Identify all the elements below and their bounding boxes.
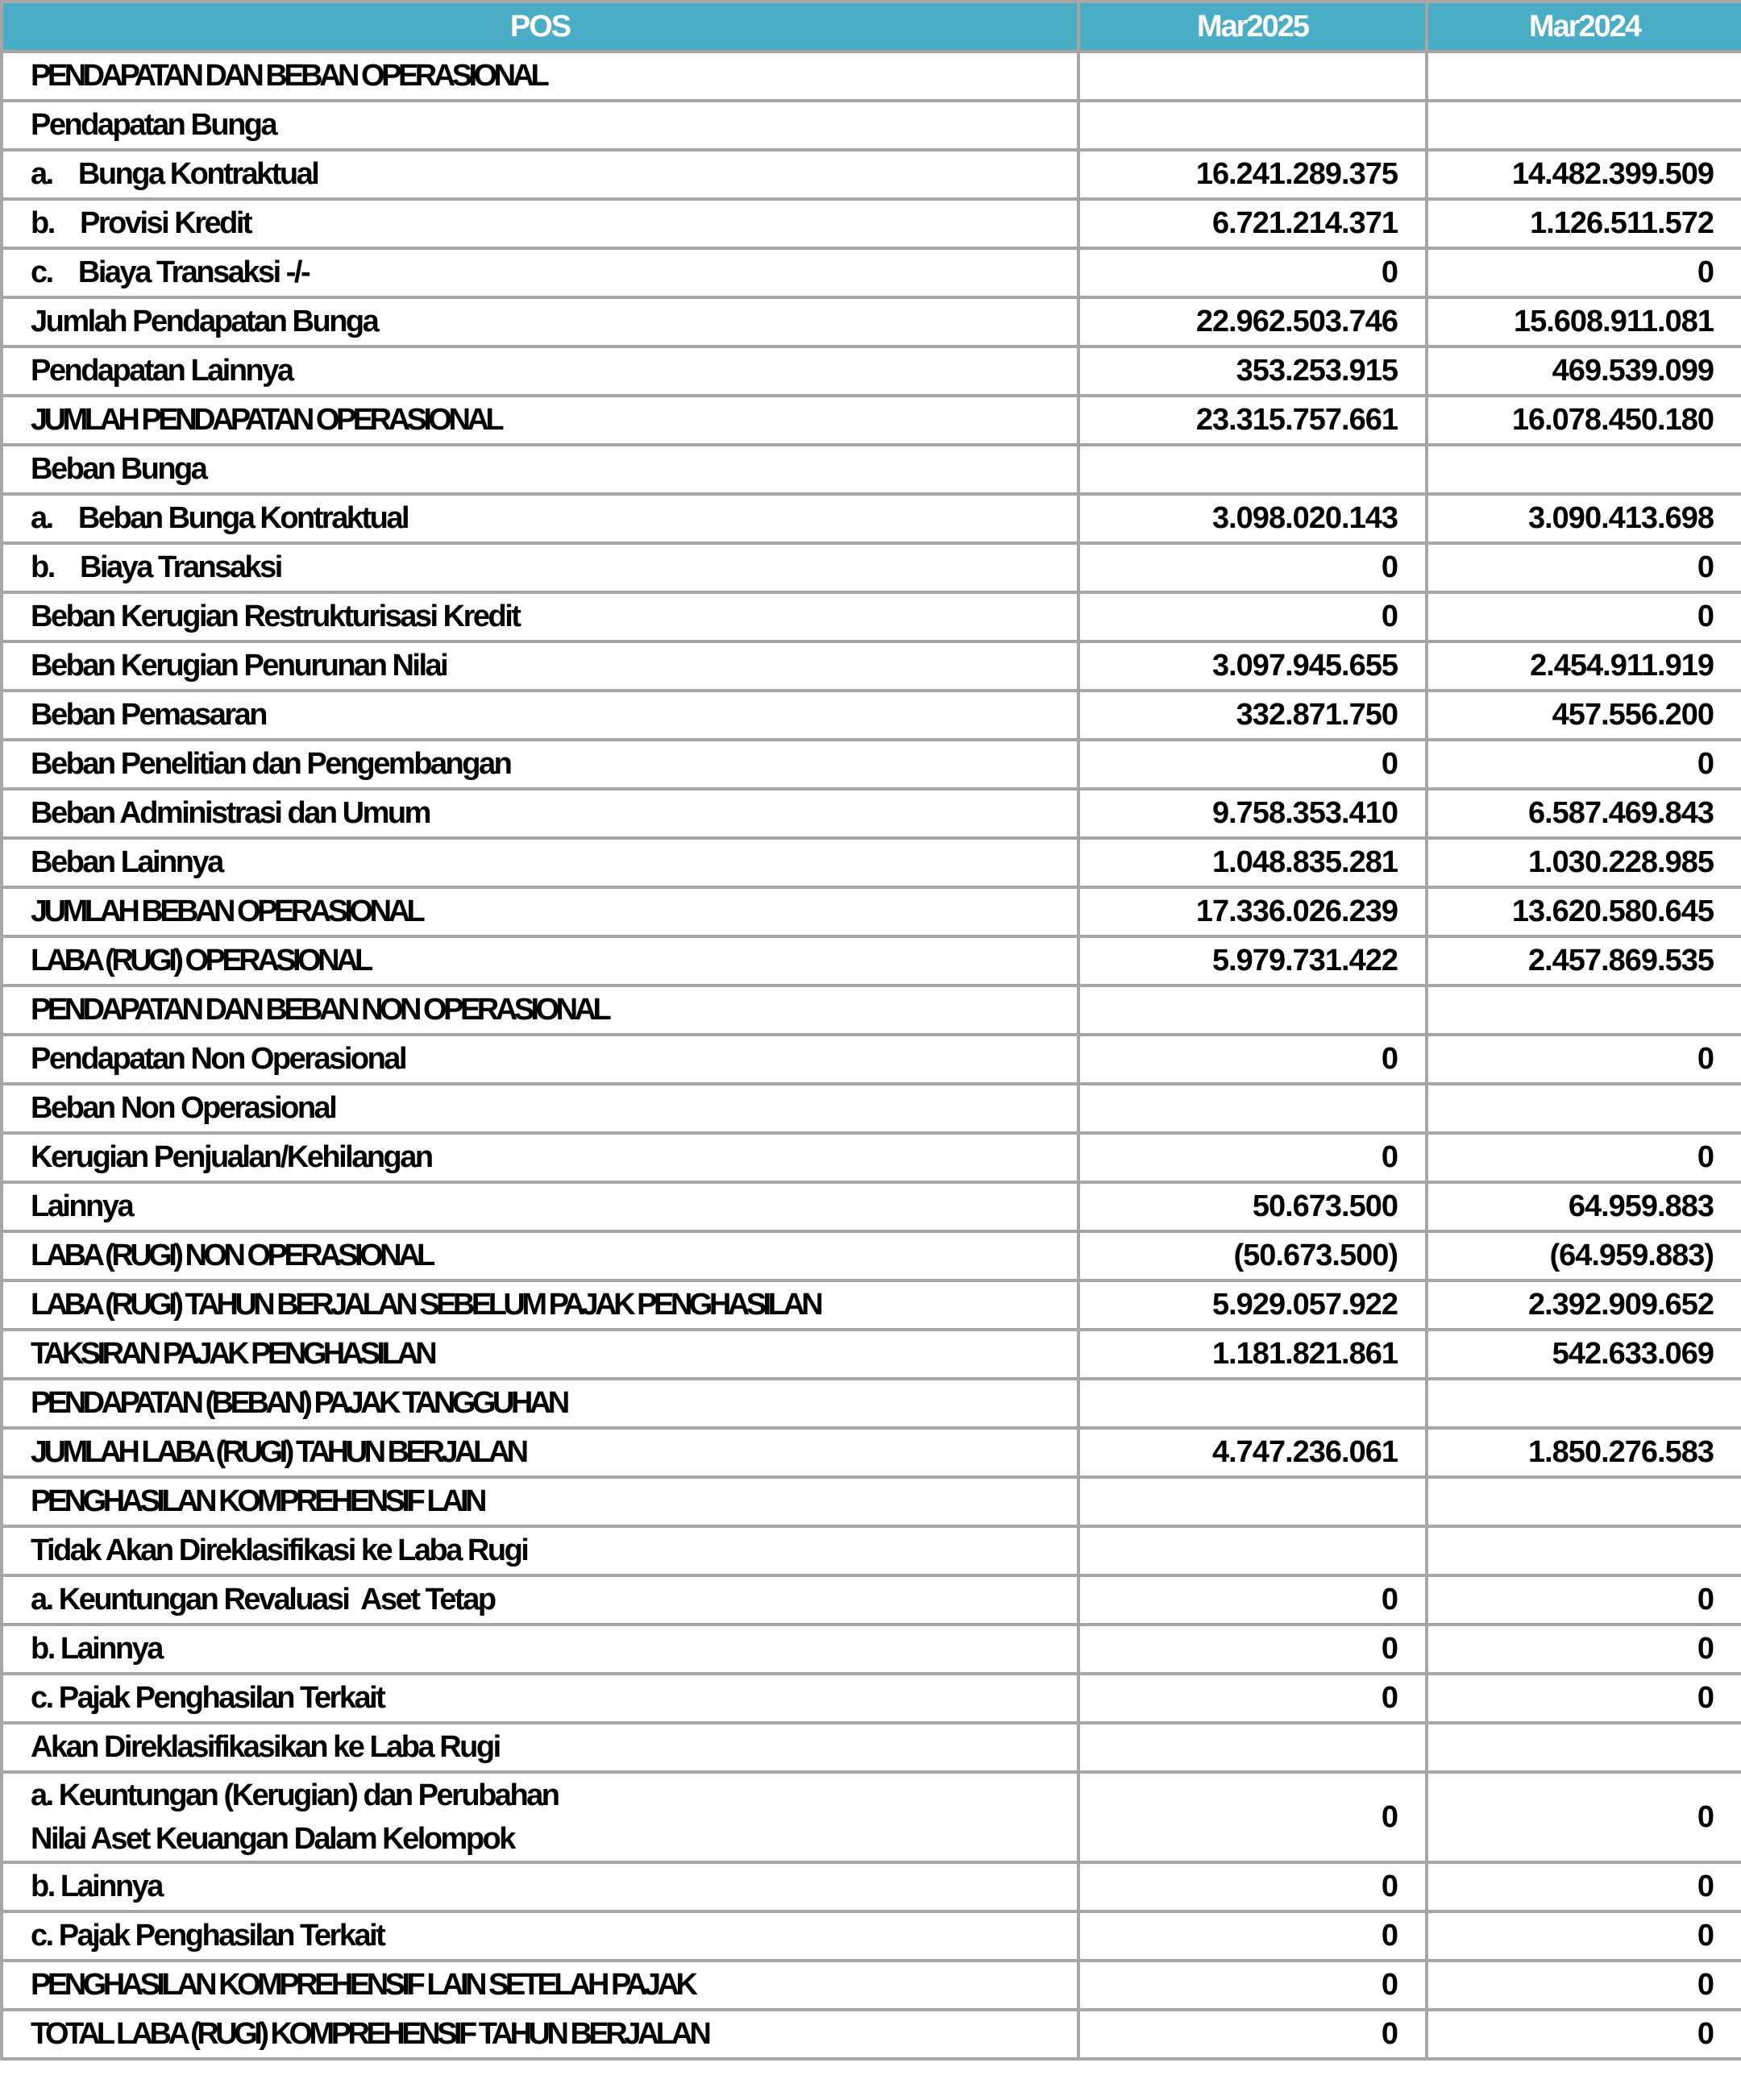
- value-mar-2024: 0: [1427, 1772, 1741, 1862]
- table-row: [2, 1428, 1741, 1477]
- value-mar-2024: 1.126.511.572: [1427, 199, 1741, 248]
- table-row: [2, 101, 1741, 150]
- row-label: JUMLAH PENDAPATAN OPERASIONAL: [2, 396, 1078, 445]
- row-label: b. Lainnya: [2, 1862, 1078, 1911]
- header-pos: POS: [2, 2, 1078, 52]
- value-mar-2024: 0: [1427, 1035, 1741, 1084]
- value-mar-2024: 0: [1427, 1133, 1741, 1182]
- value-mar-2025: 0: [1078, 1961, 1427, 2010]
- row-label: Lainnya: [2, 1182, 1078, 1231]
- row-label: LABA (RUGI) NON OPERASIONAL: [2, 1231, 1078, 1280]
- table-row: [2, 1625, 1741, 1674]
- value-mar-2025: 17.336.026.239: [1078, 887, 1427, 936]
- table-row: [2, 1526, 1741, 1575]
- value-mar-2025: 16.241.289.375: [1078, 150, 1427, 199]
- value-mar-2024: [1427, 1084, 1741, 1133]
- table-row: [2, 543, 1741, 592]
- table-row: [2, 1862, 1741, 1911]
- table-row: [2, 297, 1741, 347]
- row-label: Pendapatan Bunga: [2, 101, 1078, 150]
- table-header-row: [2, 2, 1741, 52]
- value-mar-2025: 3.097.945.655: [1078, 641, 1427, 691]
- value-mar-2025: 0: [1078, 1862, 1427, 1911]
- value-mar-2025: 5.979.731.422: [1078, 936, 1427, 986]
- table-row: [2, 347, 1741, 396]
- table-row: [2, 1477, 1741, 1526]
- table-row: [2, 691, 1741, 740]
- table-row: [2, 396, 1741, 445]
- table-row: [2, 1133, 1741, 1182]
- value-mar-2025: [1078, 1477, 1427, 1526]
- value-mar-2024: 2.392.909.652: [1427, 1280, 1741, 1330]
- table-row: [2, 2010, 1741, 2059]
- value-mar-2025: 9.758.353.410: [1078, 789, 1427, 838]
- value-mar-2024: 1.850.276.583: [1427, 1428, 1741, 1477]
- row-label: Akan Direklasifikasikan ke Laba Rugi: [2, 1723, 1078, 1772]
- table-row: [2, 1231, 1741, 1280]
- value-mar-2024: 0: [1427, 740, 1741, 789]
- value-mar-2024: 0: [1427, 543, 1741, 592]
- value-mar-2025: [1078, 52, 1427, 101]
- value-mar-2024: 0: [1427, 1625, 1741, 1674]
- table-row: [2, 986, 1741, 1035]
- value-mar-2024: 16.078.450.180: [1427, 396, 1741, 445]
- value-mar-2025: [1078, 101, 1427, 150]
- value-mar-2025: 3.098.020.143: [1078, 494, 1427, 543]
- row-label: a. Bunga Kontraktual: [2, 150, 1078, 199]
- row-label: Pendapatan Non Operasional: [2, 1035, 1078, 1084]
- row-label: c. Biaya Transaksi -/-: [2, 248, 1078, 297]
- value-mar-2024: [1427, 1477, 1741, 1526]
- table-row: [2, 789, 1741, 838]
- value-mar-2025: 1.048.835.281: [1078, 838, 1427, 887]
- row-label: PENDAPATAN DAN BEBAN NON OPERASIONAL: [2, 986, 1078, 1035]
- value-mar-2024: 6.587.469.843: [1427, 789, 1741, 838]
- value-mar-2025: 0: [1078, 1674, 1427, 1723]
- row-label: PENGHASILAN KOMPREHENSIF LAIN: [2, 1477, 1078, 1526]
- row-label: b. Biaya Transaksi: [2, 543, 1078, 592]
- value-mar-2025: 0: [1078, 1911, 1427, 1961]
- value-mar-2025: 0: [1078, 740, 1427, 789]
- value-mar-2024: 3.090.413.698: [1427, 494, 1741, 543]
- row-label: TAKSIRAN PAJAK PENGHASILAN: [2, 1330, 1078, 1379]
- row-label: Beban Non Operasional: [2, 1084, 1078, 1133]
- table-row: [2, 199, 1741, 248]
- header-mar-2024: Mar2024: [1427, 2, 1741, 52]
- table-row: [2, 150, 1741, 199]
- value-mar-2025: 0: [1078, 1772, 1427, 1862]
- row-label: c. Pajak Penghasilan Terkait: [2, 1911, 1078, 1961]
- value-mar-2025: 0: [1078, 1035, 1427, 1084]
- header-mar-2025: Mar2025: [1078, 2, 1427, 52]
- row-label: Beban Penelitian dan Pengembangan: [2, 740, 1078, 789]
- table-row: [2, 1280, 1741, 1330]
- value-mar-2025: 353.253.915: [1078, 347, 1427, 396]
- row-label: b. Lainnya: [2, 1625, 1078, 1674]
- table-row: [2, 1911, 1741, 1961]
- row-label: Beban Kerugian Restrukturisasi Kredit: [2, 592, 1078, 641]
- row-label: Beban Pemasaran: [2, 691, 1078, 740]
- value-mar-2024: 0: [1427, 1961, 1741, 2010]
- table-row: [2, 248, 1741, 297]
- value-mar-2024: 0: [1427, 2010, 1741, 2059]
- row-label: Beban Administrasi dan Umum: [2, 789, 1078, 838]
- value-mar-2025: 22.962.503.746: [1078, 297, 1427, 347]
- table-row: [2, 740, 1741, 789]
- value-mar-2024: 0: [1427, 592, 1741, 641]
- value-mar-2024: [1427, 986, 1741, 1035]
- table-row: [2, 838, 1741, 887]
- table-row: [2, 1035, 1741, 1084]
- table-row: [2, 887, 1741, 936]
- value-mar-2024: 0: [1427, 248, 1741, 297]
- row-label: PENDAPATAN DAN BEBAN OPERASIONAL: [2, 52, 1078, 101]
- value-mar-2025: 4.747.236.061: [1078, 1428, 1427, 1477]
- value-mar-2024: [1427, 1723, 1741, 1772]
- row-label: Pendapatan Lainnya: [2, 347, 1078, 396]
- value-mar-2025: 0: [1078, 248, 1427, 297]
- table-row: [2, 1723, 1741, 1772]
- value-mar-2024: 64.959.883: [1427, 1182, 1741, 1231]
- table-row: [2, 1379, 1741, 1428]
- value-mar-2024: 0: [1427, 1575, 1741, 1625]
- value-mar-2025: 50.673.500: [1078, 1182, 1427, 1231]
- value-mar-2024: [1427, 52, 1741, 101]
- value-mar-2025: 0: [1078, 592, 1427, 641]
- value-mar-2024: 2.454.911.919: [1427, 641, 1741, 691]
- value-mar-2025: 6.721.214.371: [1078, 199, 1427, 248]
- row-label: JUMLAH LABA (RUGI) TAHUN BERJALAN: [2, 1428, 1078, 1477]
- row-label: PENGHASILAN KOMPREHENSIF LAIN SETELAH PAJAK: [2, 1961, 1078, 2010]
- row-label: Beban Bunga: [2, 445, 1078, 494]
- value-mar-2025: 0: [1078, 1625, 1427, 1674]
- table-body: [2, 52, 1741, 2059]
- value-mar-2024: (64.959.883): [1427, 1231, 1741, 1280]
- value-mar-2024: 457.556.200: [1427, 691, 1741, 740]
- value-mar-2025: 0: [1078, 1575, 1427, 1625]
- value-mar-2025: 0: [1078, 1133, 1427, 1182]
- value-mar-2024: 0: [1427, 1674, 1741, 1723]
- value-mar-2024: 15.608.911.081: [1427, 297, 1741, 347]
- table-row: [2, 52, 1741, 101]
- value-mar-2024: 469.539.099: [1427, 347, 1741, 396]
- value-mar-2025: [1078, 445, 1427, 494]
- value-mar-2025: 0: [1078, 2010, 1427, 2059]
- value-mar-2025: [1078, 986, 1427, 1035]
- value-mar-2024: 542.633.069: [1427, 1330, 1741, 1379]
- table-row: [2, 641, 1741, 691]
- row-label: Beban Lainnya: [2, 838, 1078, 887]
- row-label: b. Provisi Kredit: [2, 199, 1078, 248]
- table-row: [2, 494, 1741, 543]
- table-row: [2, 1575, 1741, 1625]
- value-mar-2025: 1.181.821.861: [1078, 1330, 1427, 1379]
- row-label: a. Beban Bunga Kontraktual: [2, 494, 1078, 543]
- value-mar-2024: 1.030.228.985: [1427, 838, 1741, 887]
- value-mar-2025: 5.929.057.922: [1078, 1280, 1427, 1330]
- row-label: c. Pajak Penghasilan Terkait: [2, 1674, 1078, 1723]
- row-label: Tidak Akan Direklasifikasi ke Laba Rugi: [2, 1526, 1078, 1575]
- value-mar-2024: 2.457.869.535: [1427, 936, 1741, 986]
- row-label: LABA (RUGI) TAHUN BERJALAN SEBELUM PAJAK PENGHASILAN: [2, 1280, 1078, 1330]
- value-mar-2024: 13.620.580.645: [1427, 887, 1741, 936]
- value-mar-2024: [1427, 445, 1741, 494]
- value-mar-2025: 23.315.757.661: [1078, 396, 1427, 445]
- table-row: [2, 936, 1741, 986]
- value-mar-2024: 14.482.399.509: [1427, 150, 1741, 199]
- table-row: [2, 1182, 1741, 1231]
- value-mar-2025: [1078, 1379, 1427, 1428]
- value-mar-2025: [1078, 1526, 1427, 1575]
- value-mar-2024: [1427, 1526, 1741, 1575]
- row-label: LABA (RUGI) OPERASIONAL: [2, 936, 1078, 986]
- row-label: a. Keuntungan (Kerugian) dan Perubahan Nilai Aset Keuangan Dalam Kelompok: [2, 1772, 1078, 1862]
- value-mar-2025: (50.673.500): [1078, 1231, 1427, 1280]
- row-label: a. Keuntungan Revaluasi Aset Tetap: [2, 1575, 1078, 1625]
- value-mar-2024: [1427, 101, 1741, 150]
- value-mar-2024: [1427, 1379, 1741, 1428]
- row-label: PENDAPATAN (BEBAN) PAJAK TANGGUHAN: [2, 1379, 1078, 1428]
- row-label: Kerugian Penjualan/Kehilangan: [2, 1133, 1078, 1182]
- value-mar-2025: [1078, 1084, 1427, 1133]
- table-row: [2, 592, 1741, 641]
- table-row: [2, 1961, 1741, 2010]
- table-row: [2, 1772, 1741, 1862]
- row-label: Jumlah Pendapatan Bunga: [2, 297, 1078, 347]
- row-label: JUMLAH BEBAN OPERASIONAL: [2, 887, 1078, 936]
- table-row: [2, 1084, 1741, 1133]
- value-mar-2025: 332.871.750: [1078, 691, 1427, 740]
- row-label: TOTAL LABA (RUGI) KOMPREHENSIF TAHUN BERJALAN: [2, 2010, 1078, 2059]
- value-mar-2025: [1078, 1723, 1427, 1772]
- row-label: Beban Kerugian Penurunan Nilai: [2, 641, 1078, 691]
- value-mar-2024: 0: [1427, 1911, 1741, 1961]
- table-row: [2, 445, 1741, 494]
- table-row: [2, 1330, 1741, 1379]
- table-row: [2, 1674, 1741, 1723]
- value-mar-2024: 0: [1427, 1862, 1741, 1911]
- value-mar-2025: 0: [1078, 543, 1427, 592]
